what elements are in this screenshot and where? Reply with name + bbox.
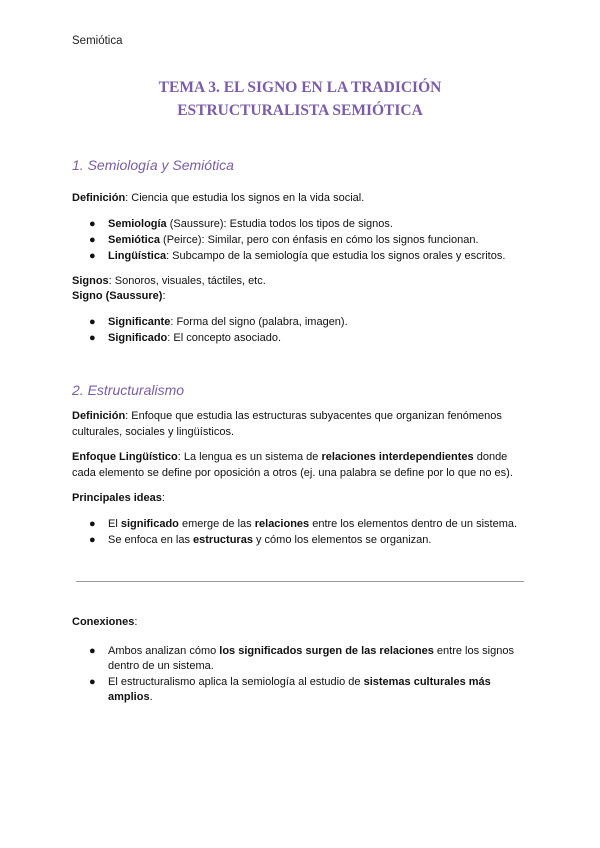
signo-saussure-label: Signo (Saussure) — [72, 290, 163, 302]
bullet-bold: sistemas culturales más amplios — [108, 676, 491, 703]
bullet-text: entre los elementos dentro de un sistema. — [309, 518, 518, 530]
sec2-bullet-list — [72, 517, 532, 549]
list-item — [72, 315, 532, 330]
bullet-bold: los significados surgen de las relaciones — [219, 645, 434, 657]
bullet-text: . — [149, 691, 153, 703]
sec1-definition-text: : Ciencia que estudia los signos en la vida social. — [125, 192, 365, 204]
signos-line — [72, 273, 532, 289]
title-line-2: ESTRUCTURALISTA SEMIÓTICA — [177, 102, 423, 119]
bullet-text: Ambos analizan cómo — [108, 645, 220, 657]
bullet-icon: ● — [89, 518, 96, 530]
page-header: Semiótica — [72, 35, 123, 47]
bullet-text: El — [108, 518, 121, 530]
bullet-icon: ● — [89, 645, 96, 657]
bullet-text: (Saussure): Estudia todos los tipos de signos. — [166, 218, 393, 230]
bullet-bold: estructuras — [193, 534, 253, 546]
bullet-text: : Subcampo de la semiología que estudia los signos orales y escritos. — [166, 250, 506, 262]
enfoque-label: Enfoque Lingüístico — [72, 451, 178, 463]
signos-label: Signos — [72, 275, 109, 287]
enfoque-text: : La lengua es un sistema de — [177, 451, 322, 463]
conexiones-heading — [72, 614, 532, 630]
list-item — [72, 331, 532, 346]
signo-saussure-line — [72, 288, 532, 304]
bullet-icon: ● — [89, 676, 96, 688]
bullet-text: entre los signos dentro de un sistema. — [108, 645, 514, 672]
conexiones-label: Conexiones — [72, 616, 135, 628]
list-item — [72, 233, 532, 248]
bullet-bold: significado — [120, 518, 179, 530]
bullet-text: emerge de las — [178, 518, 255, 530]
colon: : — [162, 290, 166, 302]
list-item — [72, 517, 532, 532]
colon: : — [161, 492, 165, 504]
sec2-definition-text: : Enfoque que estudia las estructuras subyacentes que organizan fenómenos culturales, sociales y lingüísticos. — [72, 410, 502, 438]
principales-ideas — [72, 490, 532, 506]
bullet-icon: ● — [89, 332, 96, 344]
enfoque-linguistico — [72, 449, 532, 481]
section-2-heading: 2. Estructuralismo — [72, 382, 185, 398]
sec1-bullet-list-2 — [72, 315, 532, 347]
bullet-term: Semiología — [108, 218, 167, 230]
bullet-text: El estructuralismo aplica la semiología al estudio de — [108, 676, 364, 688]
sec2-definition-label: Definición — [72, 410, 126, 422]
bullet-icon: ● — [89, 250, 96, 262]
bullet-term: Significado — [108, 332, 168, 344]
bullet-term: Lingüística — [108, 250, 167, 262]
bullet-icon: ● — [89, 534, 96, 546]
bullet-icon: ● — [89, 316, 96, 328]
sec1-definition-label: Definición — [72, 192, 126, 204]
conexiones-bullet-list — [72, 644, 532, 706]
bullet-text: : El concepto asociado. — [167, 332, 282, 344]
bullet-term: Significante — [108, 316, 171, 328]
signos-text: : Sonoros, visuales, táctiles, etc. — [108, 275, 266, 287]
list-item — [72, 249, 532, 264]
sec1-bullet-list — [72, 217, 532, 265]
sec1-definition — [72, 190, 532, 206]
list-item — [72, 217, 532, 232]
bullet-icon: ● — [89, 218, 96, 230]
bullet-bold: relaciones — [254, 518, 310, 530]
bullet-text: y cómo los elementos se organizan. — [252, 534, 432, 546]
bullet-term: Semiótica — [108, 234, 160, 246]
enfoque-bold: relaciones interdependientes — [321, 451, 474, 463]
list-item — [72, 644, 532, 674]
bullet-text: (Peirce): Similar, pero con énfasis en cómo los signos funcionan. — [159, 234, 479, 246]
colon: : — [134, 616, 138, 628]
bullet-text: Se enfoca en las — [108, 534, 194, 546]
bullet-text: : Forma del signo (palabra, imagen). — [170, 316, 348, 328]
ideas-label: Principales ideas — [72, 492, 162, 504]
document-title — [0, 76, 600, 122]
enfoque-text-2: donde cada elemento se define por oposición a otros (ej. una palabra se define por lo que no es). — [72, 451, 513, 479]
list-item — [72, 533, 532, 548]
bullet-icon: ● — [89, 234, 96, 246]
section-1-heading: 1. Semiología y Semiótica — [72, 157, 234, 173]
sec2-definition — [72, 408, 532, 440]
horizontal-divider — [76, 581, 524, 582]
title-line-1: TEMA 3. EL SIGNO EN LA TRADICIÓN — [158, 79, 442, 96]
list-item — [72, 675, 532, 705]
